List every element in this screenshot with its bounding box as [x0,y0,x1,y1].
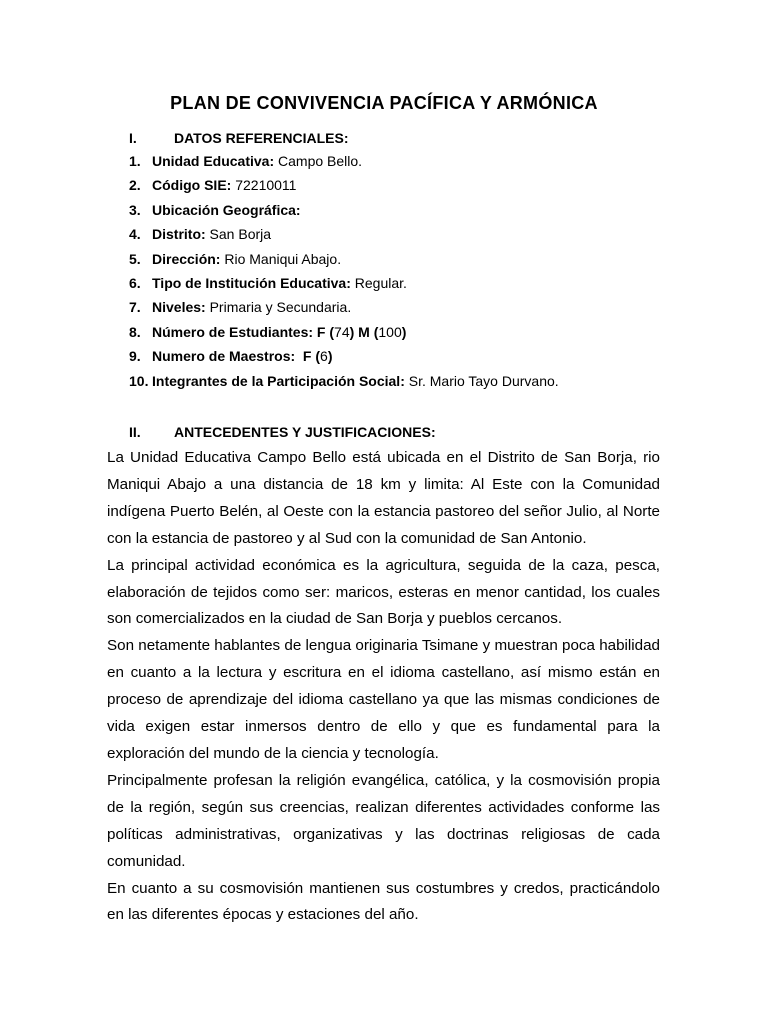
section-1-heading [129,130,349,146]
list-item [129,298,559,322]
section-1-title: DATOS REFERENCIALES: [174,130,349,146]
item-value: 72210011 [231,177,297,194]
section-2-title: ANTECEDENTES Y JUSTIFICACIONES: [174,424,436,440]
item-label: Código SIE: [152,177,232,194]
item-number: 9. [129,348,141,365]
item-label: Numero de Maestros: [152,348,296,365]
students-close: ) [401,323,407,340]
item-number: 4. [129,226,141,243]
item-number: 5. [129,250,141,267]
section-2-heading [129,424,436,440]
item-value: Regular. [350,274,407,291]
item-label: Tipo de Institución Educativa: [152,274,351,291]
item-label: Ubicación Geográfica: [152,201,301,218]
paragraph: Principalmente profesan la religión evangélica, católica, y la cosmovisión propia de la región, según sus creencias, realizan diferentes actividades conforme las políticas administrativas, organizativas y las doctrinas religiosas de cada comunidad. [107,771,660,870]
item-value: Rio Maniqui Abajo. [220,250,342,267]
item-label: Unidad Educativa: [152,153,275,169]
item-number: 2. [129,177,141,194]
item-value: Primaria y Secundaria. [205,299,352,316]
paragraph: La Unidad Educativa Campo Bello está ubicada en el Distrito de San Borja, rio Maniqui Abajo a una distancia de 18 km y limita: Al Este con la Comunidad indígena Puerto Belén, al Oeste con la estancia pastoreo del señor Julio, al Norte con la estancia de pastoreo y al Sud con la comunidad de San Antonio. [107,449,660,547]
teachers-female-count: 6 [320,348,328,365]
item-number: 10. [129,372,149,389]
item-label: Número de Estudiantes: [152,323,314,340]
list-item [129,225,559,249]
list-item [129,152,559,176]
paragraph: En cuanto a su cosmovisión mantienen sus costumbres y credos, practicándolo en las diferentes épocas y estaciones del año. [107,879,660,924]
list-item [129,274,559,298]
item-label: Integrantes de la Participación Social: [152,372,405,389]
section-2-body [107,445,660,929]
item-number: 1. [129,153,141,169]
item-number: 3. [129,201,141,218]
item-number: 8. [129,323,141,340]
section-2-number: II. [129,424,141,440]
students-male-label: ) M ( [349,323,379,340]
document-title: PLAN DE CONVIVENCIA PACÍFICA Y ARMÓNICA [170,93,598,113]
item-value: San Borja [205,226,272,243]
students-male-count: 100 [378,323,402,340]
list-item [129,372,559,396]
paragraph: La principal actividad económica es la agricultura, seguida de la caza, pesca, elaboración de tejidos como ser: maricos, esteras en menor cantidad, los cuales son comercializados en la ciudad de San Borja y pueblos cercanos. [107,556,660,628]
item-label: Niveles: [152,299,206,316]
item-number: 6. [129,274,141,291]
item-number: 7. [129,299,141,316]
item-label: Distrito: [152,226,206,243]
item-value: Sr. Mario Tayo Durvano. [404,372,559,389]
students-female-label: F ( [313,323,335,340]
list-item [129,201,559,225]
paragraph: Son netamente hablantes de lengua originaria Tsimane y muestran poca habilidad en cuanto a la lectura y escritura en el idioma castellano, así mismo están en proceso de aprendizaje del idioma castellano ya que las mismas condiciones de vida exigen estar inmersos dentro de ello y que es fundamental para la exploración del mundo de la ciencia y tecnología. [107,637,660,762]
item-value: Campo Bello. [274,153,363,169]
list-item [129,323,559,347]
list-item [129,176,559,200]
referential-data-list [129,152,559,396]
teachers-female-label: F ( [295,348,321,365]
students-female-count: 74 [334,323,350,340]
list-item [129,250,559,274]
item-label: Dirección: [152,250,221,267]
list-item [129,347,559,371]
section-1-number: I. [129,130,137,146]
teachers-close: ) [327,348,333,365]
